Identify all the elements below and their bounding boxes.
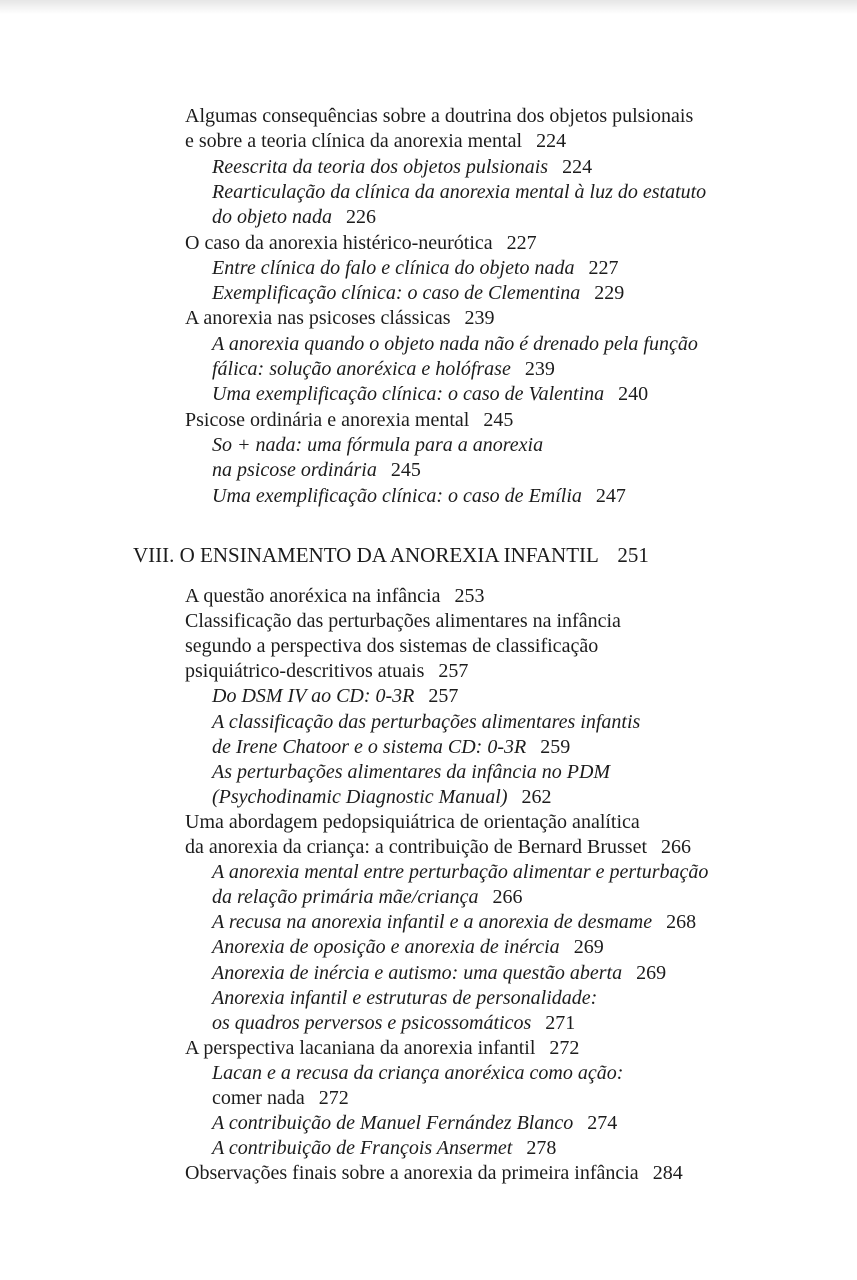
chapter-viii-heading (133, 541, 649, 569)
toc-entry-title: A anorexia quando o objeto nada não é drenado pela função (212, 332, 698, 355)
toc-entry (212, 432, 543, 458)
toc-entry-page-number: 269 (636, 961, 667, 984)
toc-entry-title: de Irene Chatoor e o sistema CD: 0-3R (212, 735, 527, 758)
toc-entry-title: os quadros perversos e psicossomáticos (212, 1011, 532, 1034)
toc-entry-title: Entre clínica do falo e clínica do objeto nada (212, 256, 575, 279)
toc-entry-page-number: 257 (438, 660, 469, 683)
toc-entry (212, 179, 706, 205)
toc-entry (212, 709, 640, 735)
toc-entry (212, 759, 610, 785)
toc-entry-title: A questão anoréxica na infância (185, 585, 441, 607)
toc-entry-title: Psicose ordinária e anorexia mental (185, 408, 470, 431)
toc-entry (212, 1010, 575, 1036)
toc-entry (212, 331, 698, 357)
toc-entry-page-number: 269 (573, 936, 604, 959)
toc-entry (185, 128, 566, 154)
toc-entry-title: O caso da anorexia histérico-neurótica (185, 231, 493, 254)
toc-entry-title: da anorexia da criança: a contribuição de Bernard Brusset (185, 836, 648, 858)
toc-entry-page-number: 272 (318, 1087, 349, 1109)
toc-entry-page-number: 266 (661, 836, 692, 858)
toc-entry-page-number: 284 (652, 1162, 683, 1185)
toc-entry-page-number: 245 (483, 408, 514, 431)
toc-entry (185, 608, 621, 634)
toc-entry-title: Observações finais sobre a anorexia da primeira infância (185, 1162, 639, 1185)
toc-entry (185, 407, 513, 433)
toc-entry (212, 960, 666, 986)
toc-entry-page-number: 259 (540, 735, 571, 758)
toc-entry-title: Rearticulação da clínica da anorexia mental à luz do estatuto (212, 180, 707, 203)
toc-entry-title: Anorexia de oposição e anorexia de inércia (212, 936, 560, 959)
page-edge-shadow (0, 0, 857, 14)
toc-entry-page-number: 227 (506, 231, 537, 254)
toc-entry-page-number: 272 (549, 1036, 580, 1059)
toc-entry-title: (Psychodinamic Diagnostic Manual) (212, 785, 508, 808)
toc-entry-title: Uma exemplificação clínica: o caso de Emília (212, 484, 582, 507)
toc-entry (212, 1135, 556, 1161)
toc-entry-title: A perspectiva lacaniana da anorexia infantil (185, 1036, 536, 1059)
toc-entry (212, 255, 619, 281)
toc-entry-page-number: 257 (428, 685, 459, 708)
toc-entry-title: comer nada (212, 1087, 305, 1109)
toc-entry-title: na psicose ordinária (212, 459, 377, 482)
toc-entry (185, 834, 691, 860)
toc-entry-title: A contribuição de François Ansermet (212, 1137, 513, 1160)
toc-entry (212, 734, 570, 760)
toc-entry (185, 230, 537, 256)
toc-entry (185, 103, 693, 129)
toc-entry (212, 884, 522, 910)
toc-entry-title: A anorexia nas psicoses clássicas (185, 307, 451, 330)
toc-entry (212, 356, 555, 382)
toc-entry-page-number: 274 (587, 1112, 618, 1135)
toc-entry-title: Do DSM IV ao CD: 0-3R (212, 685, 415, 708)
toc-entry-title: Anorexia de inércia e autismo: uma questão aberta (212, 961, 623, 984)
toc-entry-page-number: 247 (595, 484, 626, 507)
toc-entry-title: Uma abordagem pedopsiquiátrica de orientação analítica (185, 810, 640, 833)
toc-entry (212, 204, 376, 230)
toc-entry-page-number: 253 (454, 585, 485, 607)
toc-entry-title: psiquiátrico-descritivos atuais (185, 660, 425, 683)
toc-entry (212, 280, 624, 306)
toc-entry (212, 859, 708, 885)
toc-entry-page-number: 266 (492, 886, 523, 909)
toc-entry-title: A recusa na anorexia infantil e a anorexia de desmame (212, 911, 653, 934)
toc-entry (185, 809, 640, 835)
toc-entry-title: A anorexia mental entre perturbação alimentar e perturbação (212, 861, 709, 884)
toc-entry-page-number: 239 (464, 307, 495, 330)
toc-entry-title: A contribuição de Manuel Fernández Blanco (212, 1112, 574, 1135)
toc-entry (212, 457, 421, 483)
toc-entry-page-number: 224 (562, 155, 593, 178)
toc-entry (185, 1035, 579, 1061)
toc-entry-title: Exemplificação clínica: o caso de Clementina (212, 282, 581, 305)
toc-entry-title: Lacan e a recusa da criança anoréxica como ação: (212, 1061, 624, 1084)
toc-entry-page-number: 268 (666, 911, 697, 934)
toc-entry (212, 683, 458, 709)
toc-entry-title: So + nada: uma fórmula para a anorexia (212, 433, 544, 456)
toc-entry-title: fálica: solução anoréxica e holófrase (212, 358, 511, 380)
toc-entry-page-number: 278 (526, 1137, 557, 1160)
toc-entry-page-number: 224 (536, 130, 567, 153)
toc-entry-title: As perturbações alimentares da infância no PDM (212, 760, 611, 783)
toc-entry-title: Reescrita da teoria dos objetos pulsionais (212, 155, 549, 178)
toc-entry (212, 1060, 623, 1086)
toc-entry-title: Algumas consequências sobre a doutrina dos objetos pulsionais (185, 105, 694, 127)
toc-entry (212, 483, 626, 509)
toc-entry-title: A classificação das perturbações alimentares infantis (212, 710, 641, 733)
toc-entry-page-number: 271 (545, 1011, 576, 1034)
toc-entry-page-number: 262 (521, 785, 552, 808)
toc-entry (185, 583, 484, 609)
toc-entry-title: segundo a perspectiva dos sistemas de classificação (185, 635, 599, 658)
toc-entry-page-number: 240 (618, 383, 649, 406)
toc-entry-page-number: 245 (390, 459, 421, 482)
toc-entry-page-number: 226 (346, 206, 376, 229)
toc-entry (185, 1160, 683, 1186)
toc-entry-title: da relação primária mãe/criança (212, 886, 479, 909)
toc-entry-page-number: 239 (524, 358, 555, 380)
toc-entry-page-number: 229 (594, 282, 625, 305)
toc-entry (212, 909, 696, 935)
toc-entry (212, 381, 648, 407)
chapter-title: VIII. O ENSINAMENTO DA ANOREXIA INFANTIL (133, 543, 599, 567)
toc-entry-title: Uma exemplificação clínica: o caso de Valentina (212, 383, 605, 406)
toc-entry (212, 1110, 617, 1136)
toc-entry (212, 1085, 349, 1111)
toc-entry-title: e sobre a teoria clínica da anorexia mental (185, 130, 523, 153)
toc-entry (185, 633, 598, 659)
toc-entry (212, 985, 597, 1011)
chapter-page-number: 251 (617, 543, 649, 567)
toc-entry (185, 658, 468, 684)
toc-entry (212, 784, 552, 810)
toc-entry-title: Anorexia infantil e estruturas de personalidade: (212, 986, 598, 1009)
toc-entry-page-number: 227 (588, 256, 619, 279)
toc-entry-title: Classificação das perturbações alimentares na infância (185, 610, 621, 633)
toc-entry-title: do objeto nada (212, 206, 332, 229)
toc-entry (212, 154, 592, 180)
toc-entry (212, 934, 604, 960)
toc-entry (185, 305, 494, 331)
